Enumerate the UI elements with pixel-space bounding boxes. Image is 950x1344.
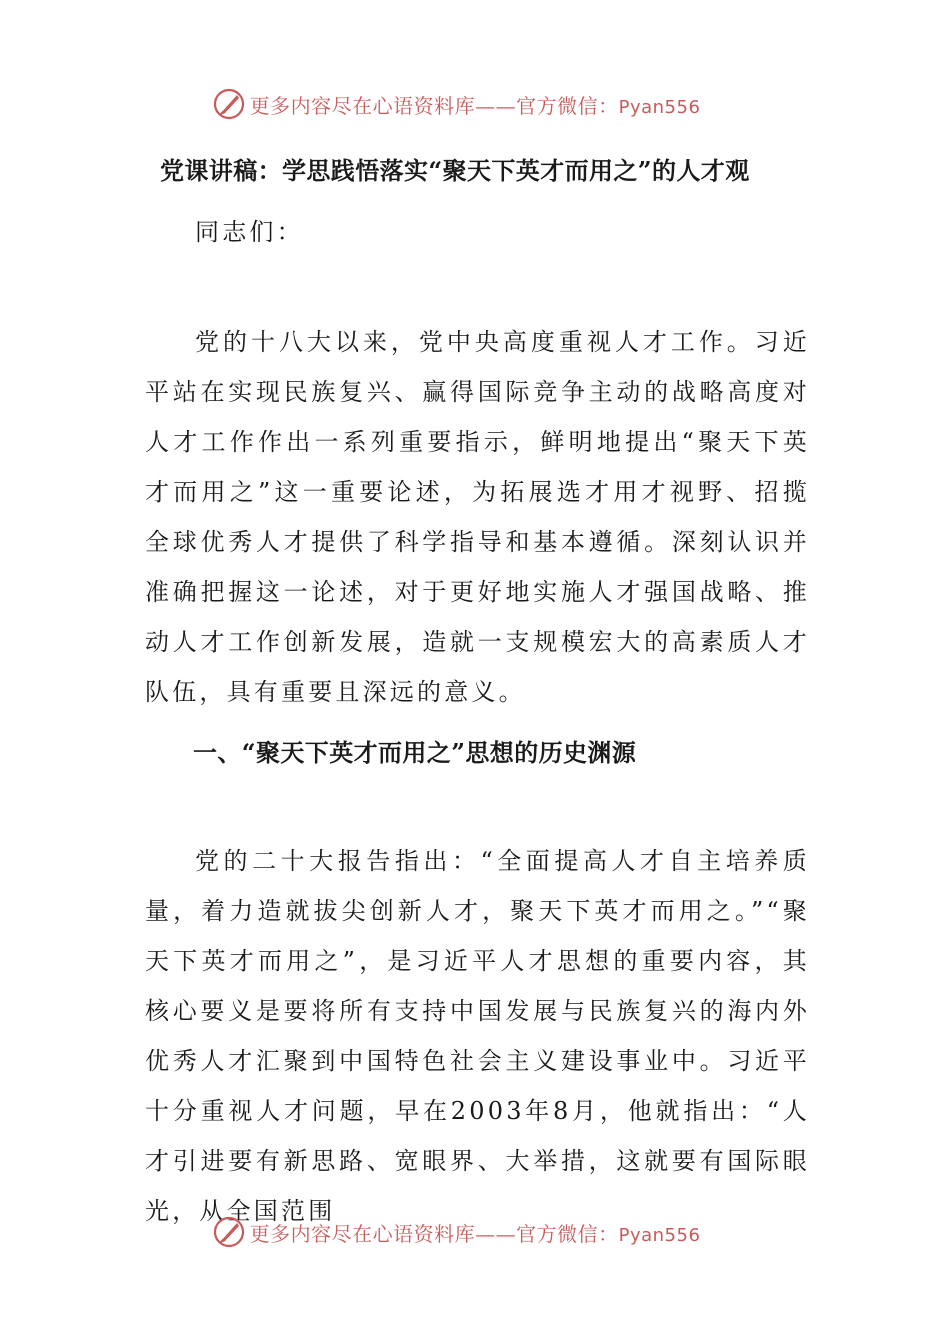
wechat-id: Pyan556 <box>618 1224 701 1246</box>
quill-logo-icon <box>212 87 246 121</box>
salutation-text: 同志们： <box>195 218 304 246</box>
watermark-banner-top <box>0 82 950 126</box>
paragraph-2 <box>145 836 810 1236</box>
paragraph-1 <box>145 317 810 717</box>
quill-logo-icon <box>212 1215 246 1249</box>
salutation <box>145 207 810 257</box>
paragraph-2-text: 党的二十大报告指出：“全面提高人才自主培养质量，着力造就拔尖创新人才，聚天下英才而用之。”“聚天下英才而用之”，是习近平人才思想的重要内容，其核心要义是要将所有支持中国发展与民族复兴的海内外优秀人才汇聚到中国特色社会主义建设事业中。习近平十分重视人才问题，早在2003年8月，他就指出：“人才引进要有新思路、宽眼界、大举措，这就要有国际眼光，从全国范围 <box>145 847 810 1225</box>
wechat-id: Pyan556 <box>618 96 701 118</box>
watermark-text: 更多内容尽在心语资料库——官方微信：Pyan556 <box>249 1221 701 1246</box>
paragraph-1-text: 党的十八大以来，党中央高度重视人才工作。习近平站在实现民族复兴、赢得国际竞争主动的战略高度对人才工作作出一系列重要指示，鲜明地提出“聚天下英才而用之”这一重要论述，为拓展选才用才视野、招揽全球优秀人才提供了科学指导和基本遵循。深刻认识并准确把握这一论述，对于更好地实施人才强国战略、推动人才工作创新发展，造就一支规模宏大的高素质人才队伍，具有重要且深远的意义。 <box>145 328 810 706</box>
watermark-banner-bottom <box>0 1210 950 1254</box>
watermark-text: 更多内容尽在心语资料库——官方微信：Pyan556 <box>249 93 701 118</box>
section-1-heading: 一、“聚天下英才而用之”思想的历史渊源 <box>193 738 637 767</box>
document-title: 党课讲稿：学思践悟落实“聚天下英才而用之”的人才观 <box>160 156 750 185</box>
